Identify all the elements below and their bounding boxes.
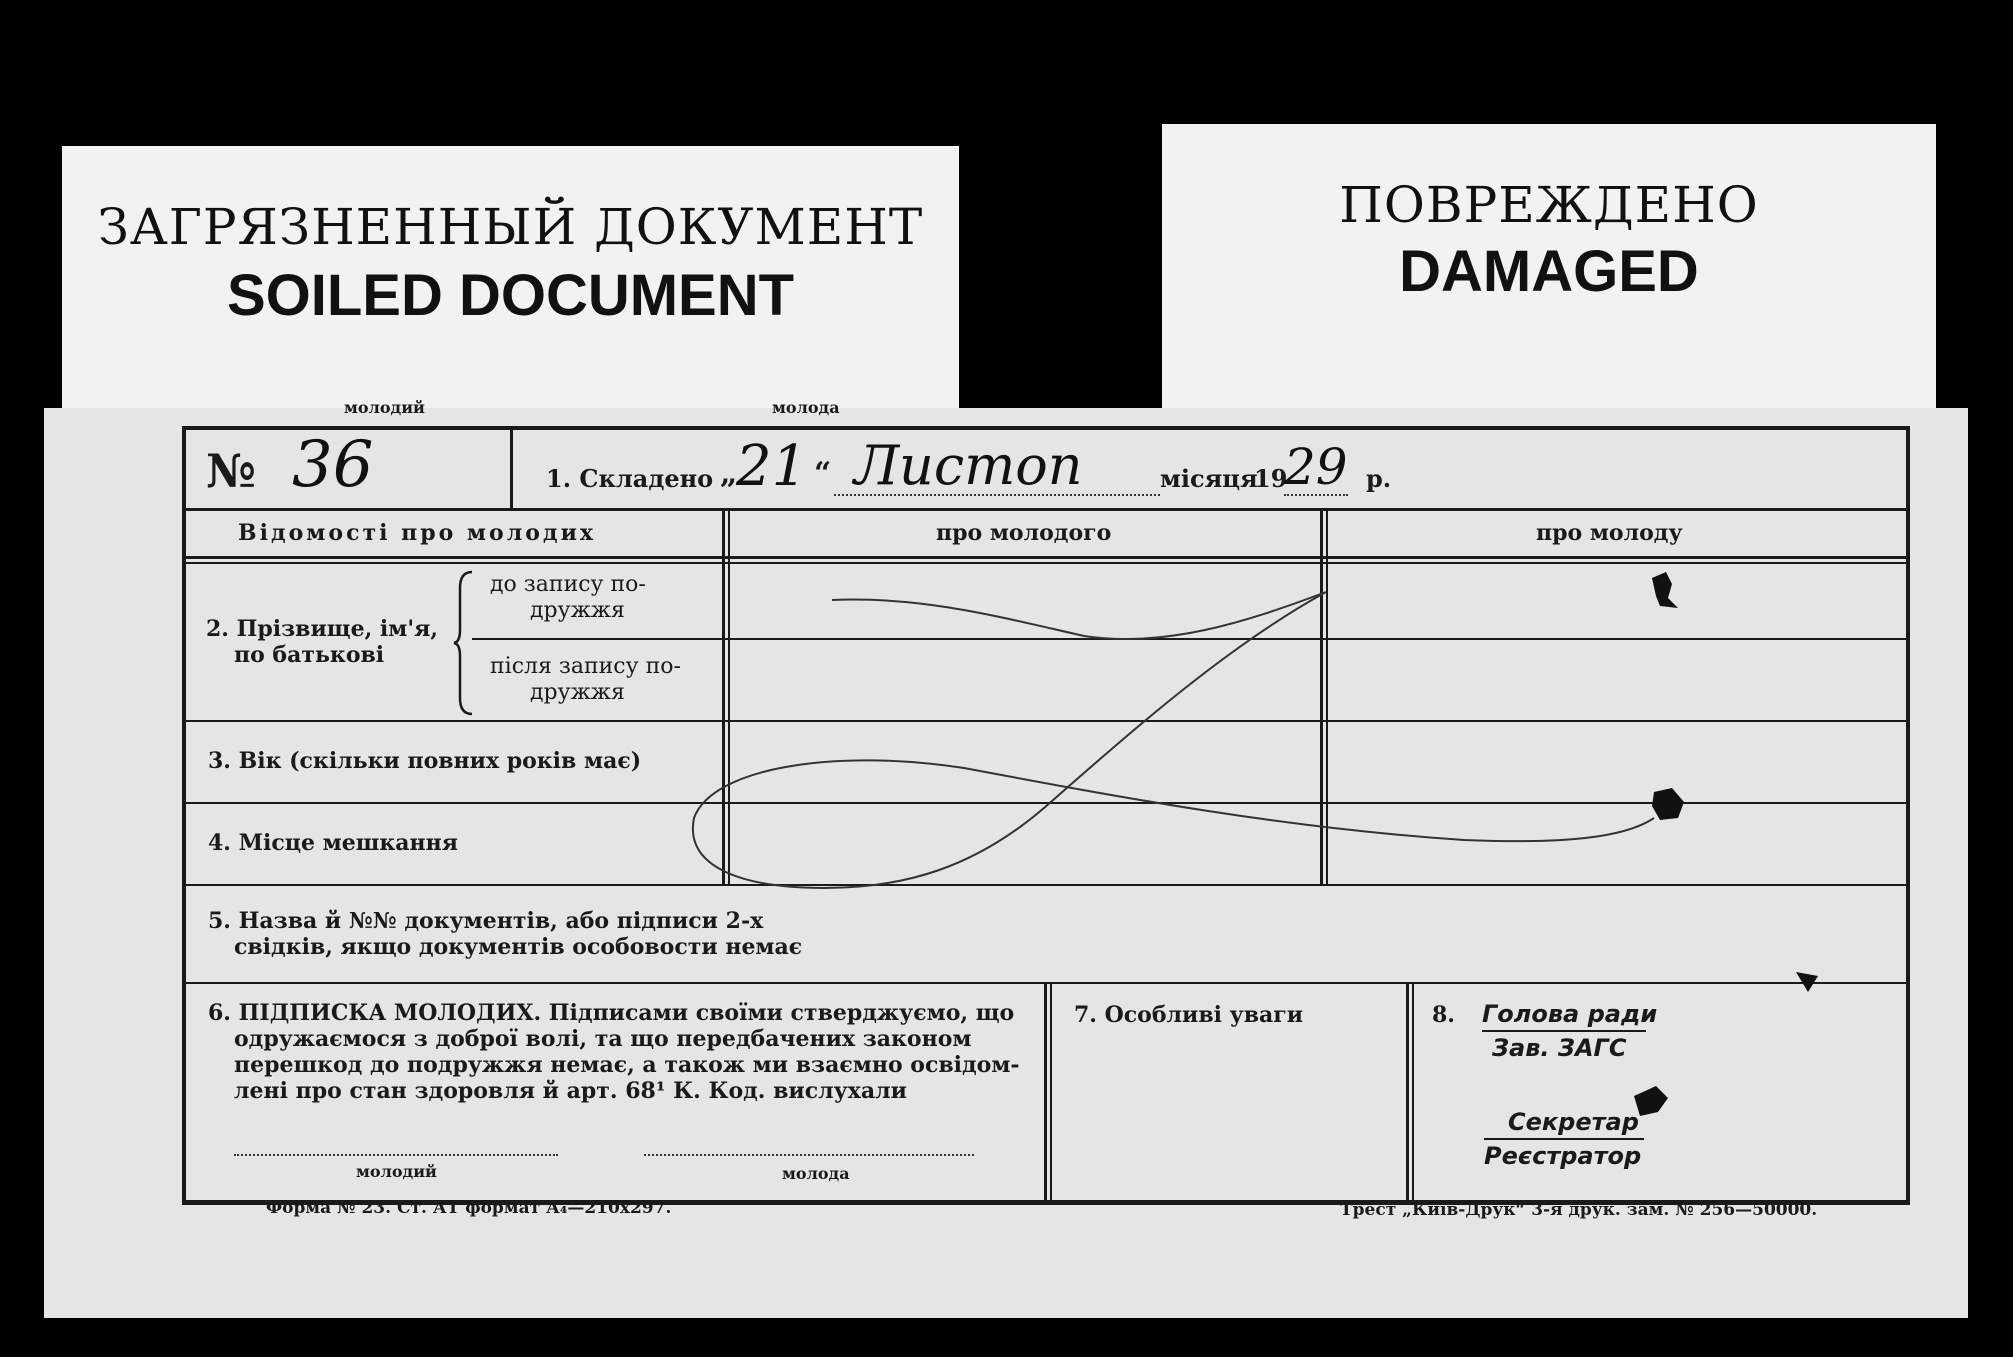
header-groom: про молодого [936,520,1112,546]
damaged-label-russian: ПОВРЕЖДЕНО [1339,176,1759,234]
composed-month: Листоп [854,434,1083,497]
row6-line4: лені про стан здоровля й арт. 68¹ К. Код. вислухали [234,1078,907,1104]
row6-line3: перешкод до подружжя немає, а також ми взаємно освідом- [234,1052,1020,1078]
row2-label-line2: по батькові [234,642,385,668]
row8-zags: Зав. ЗАГС [1492,1034,1627,1062]
soiled-label-russian: ЗАГРЯЗНЕННЫЙ ДОКУМЕНТ [97,198,924,256]
number-sign: № [206,444,256,498]
composed-open-quote: „ [720,456,738,491]
groom-signature-caption: молодий [356,1162,437,1181]
record-number: 36 [292,428,374,502]
row5-line1: 5. Назва й №№ документів, або підписи 2-х [208,908,764,934]
month-word: місяця [1160,464,1258,493]
row8-number: 8. [1432,1002,1455,1028]
marriage-record-form [44,398,1968,1318]
row3-age: 3. Вік (скільки повних років має) [208,748,642,774]
soiled-document-label [62,146,959,436]
damaged-label-english: DAMAGED [1399,239,1699,304]
year-prefix: 19 [1254,464,1288,493]
composed-close-quote: “ [814,456,832,491]
row8-secretary: Секретар [1508,1108,1639,1136]
row6-line1: 6. ПІДПИСКА МОЛОДИХ. Підписами своїми стверджуємо, що [208,1000,1015,1026]
row4-residence: 4. Місце мешкання [208,830,458,856]
form-footer-left: Форма № 23. Ст. АТ формат А₄—210х297. [266,1198,672,1218]
row2-before-line1: до запису по- [490,572,646,597]
top-fragment-groom: молодий [344,398,425,417]
header-info: Відомості про молодих [238,520,597,546]
bride-signature-caption: молода [782,1164,850,1183]
composed-day: 21 [736,434,808,499]
row2-label-line1: 2. Прізвище, ім'я, [206,616,439,642]
row5-line2: свідків, якщо документів особовости немає [234,934,803,960]
row8-registrar: Реєстратор [1484,1142,1642,1170]
top-fragment-bride: молода [772,398,840,417]
row2-after-line2: дружжя [530,680,625,705]
form-footer-right: Трест „Київ-Друк“ 3-я друк. зам. № 256—50000. [1340,1200,1818,1220]
row2-before-line2: дружжя [530,598,625,623]
damaged-label [1162,124,1936,434]
row8-head: Голова ради [1482,1000,1658,1028]
row7-notes: 7. Особливі уваги [1074,1002,1304,1028]
header-bride: про молоду [1536,520,1683,546]
damage-holes [44,408,1968,1318]
row6-line2: одружаємося з доброї волі, та що передбачених законом [234,1026,972,1052]
row2-after-line1: після запису по- [490,654,681,679]
year-suffix: 29 [1284,438,1348,496]
year-word: р. [1366,464,1392,493]
soiled-label-english: SOILED DOCUMENT [226,263,795,328]
composed-label: 1. Складено [546,464,714,493]
